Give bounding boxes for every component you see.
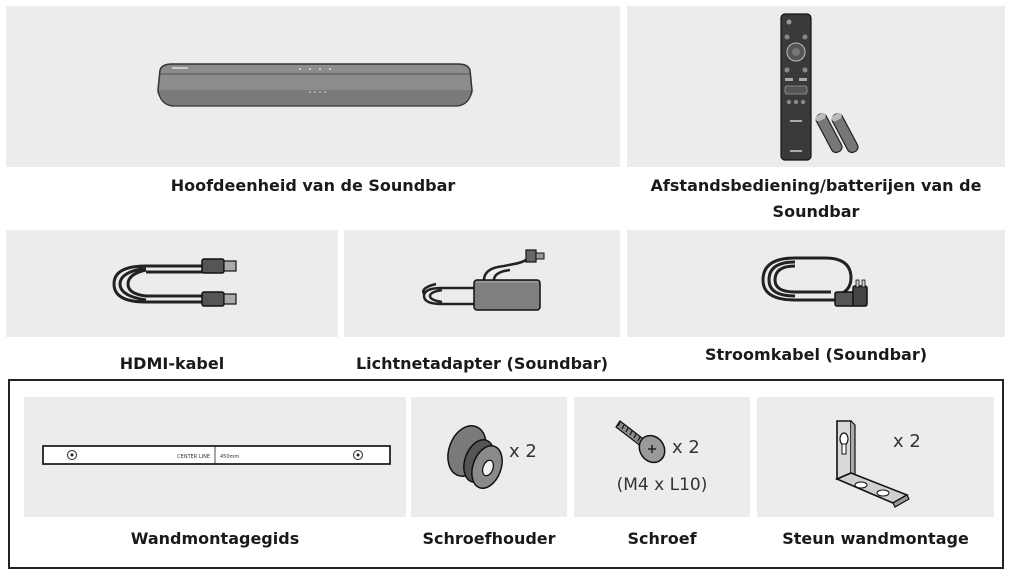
power-cable-label: Stroomkabel (Soundbar) xyxy=(704,345,928,364)
holder-panel xyxy=(411,397,567,517)
remote-control-icon xyxy=(777,12,867,162)
guide-size-text: 450mm xyxy=(220,454,240,460)
wall-mount-guide-icon xyxy=(42,445,392,467)
bracket-panel xyxy=(757,397,994,517)
remote-label-line1: Afstandsbediening/batterijen van de xyxy=(650,176,982,195)
guide-label: Wandmontagegids xyxy=(130,529,300,548)
screw-holder-icon xyxy=(439,415,509,495)
screw-icon xyxy=(612,417,672,467)
bracket-label: Steun wandmontage xyxy=(782,529,969,548)
soundbar-panel xyxy=(6,6,620,167)
screw-label: Schroef xyxy=(627,529,697,548)
hdmi-panel xyxy=(6,230,338,337)
power-cable-panel xyxy=(627,230,1005,337)
holder-label: Schroefhouder xyxy=(422,529,556,548)
guide-panel xyxy=(24,397,406,517)
hdmi-cable-icon xyxy=(106,254,256,314)
soundbar-label: Hoofdeenheid van de Soundbar xyxy=(170,176,456,195)
adapter-panel xyxy=(344,230,620,337)
screw-qty: x 2 xyxy=(672,437,700,458)
soundbar-icon xyxy=(150,62,480,112)
bracket-qty: x 2 xyxy=(893,431,921,452)
power-adapter-icon xyxy=(414,244,554,314)
hdmi-label: HDMI-kabel xyxy=(119,354,225,373)
remote-label-line2: Soundbar xyxy=(772,202,860,221)
holder-qty: x 2 xyxy=(509,441,537,462)
guide-center-text: CENTER LINE xyxy=(177,454,210,460)
screw-panel xyxy=(574,397,750,517)
screw-spec: (M4 x L10) xyxy=(616,475,708,495)
adapter-label: Lichtnetadapter (Soundbar) xyxy=(355,354,609,373)
power-cable-icon xyxy=(755,248,885,318)
remote-panel xyxy=(627,6,1005,167)
